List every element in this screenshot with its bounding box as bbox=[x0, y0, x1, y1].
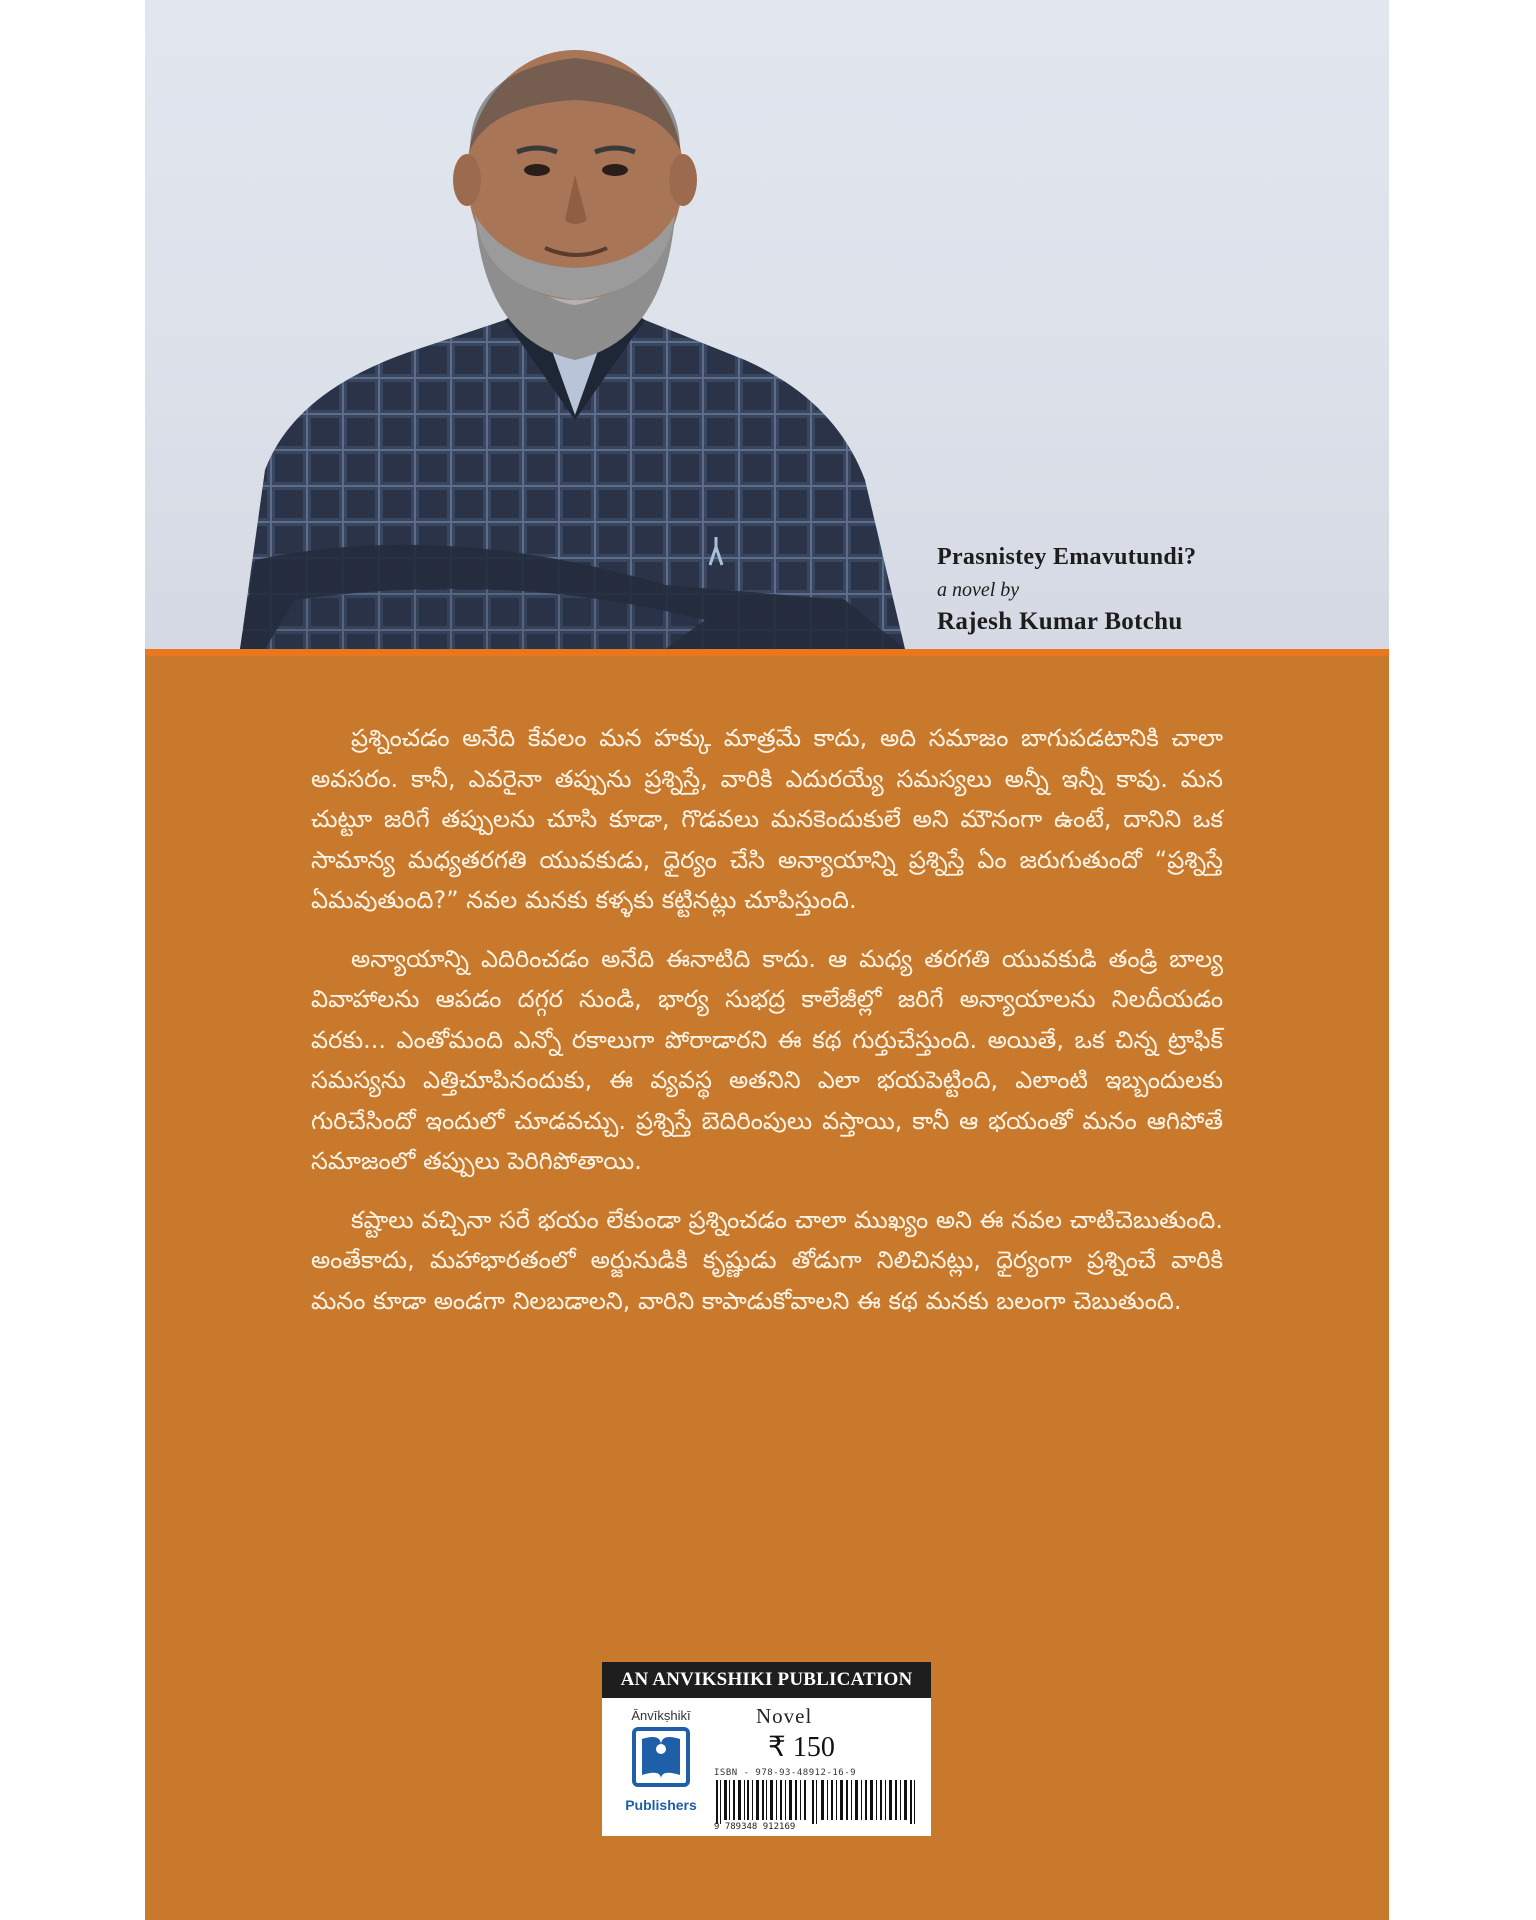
title-caption bbox=[937, 544, 1196, 636]
publisher-info bbox=[602, 1698, 931, 1836]
publisher-logo-sub: Publishers bbox=[625, 1797, 697, 1813]
barcode-icon bbox=[714, 1780, 922, 1824]
publisher-logo-name: Ānvīkṣhikī bbox=[631, 1708, 691, 1723]
blurb-text bbox=[311, 718, 1223, 1339]
accent-stripe bbox=[145, 649, 1389, 656]
price-label: ₹ 150 bbox=[768, 1732, 835, 1763]
publisher-block bbox=[602, 1662, 931, 1836]
author-name: Rajesh Kumar Botchu bbox=[937, 608, 1183, 635]
back-cover bbox=[145, 0, 1389, 1920]
isbn-text: ISBN - 978-93-48912-16-9 bbox=[714, 1768, 857, 1778]
novel-by-label: a novel by bbox=[937, 579, 1020, 601]
category-label: Novel bbox=[756, 1704, 813, 1728]
blurb-paragraph-3: కష్టాలు వచ్చినా సరే భయం లేకుండా ప్రశ్నించడం చాలా ముఖ్యం అని ఈ నవల చాటిచెబుతుంది. అంతేకాదు, మహాభారతంలో అర్జునుడికి కృష్ణుడు తోడుగా నిలిచినట్లు, ధైర్యంగా ప్రశ్నించే వారికి మనం కూడా అండగా నిలబడాలని, వారిని కాపాడుకోవాలని ఈ కథ మనకు బలంగా చెబుతుంది. bbox=[311, 1205, 1223, 1315]
blurb-paragraph-2: అన్యాయాన్ని ఎదిరించడం అనేది ఈనాటిది కాదు. ఆ మధ్య తరగతి యువకుడి తండ్రి బాల్య వివాహాలను ఆపడం దగ్గర నుండి, భార్య సుభద్ర కాలేజీల్లో జరిగే అన్యాయాలను నిలదీయడం వరకు... ఎంతోమంది ఎన్నో రకాలుగా పోరాడారని ఈ కథ గుర్తుచేస్తుంది. అయితే, ఒక చిన్న ట్రాఫిక్ సమస్యను ఎత్తిచూపినందుకు, ఈ వ్యవస్థ అతనిని ఎలా భయపెట్టింది, ఎలాంటి ఇబ్బందులకు గురిచేసిందో ఇందులో చూడవచ్చు. ప్రశ్నిస్తే బెదిరింపులు వస్తాయి, కానీ ఆ భయంతో మనం ఆగిపోతే సమాజంలో తప్పులు పెరిగిపోతాయి. bbox=[311, 944, 1223, 1175]
author-portrait-illustration bbox=[145, 0, 1389, 649]
blurb-paragraph-1: ప్రశ్నించడం అనేది కేవలం మన హక్కు మాత్రమే కాదు, అది సమాజం బాగుపడటానికి చాలా అవసరం. కానీ, ఎవరైనా తప్పును ప్రశ్నిస్తే, వారికి ఎదురయ్యే సమస్యలు అన్నీ ఇన్నీ కావు. మన చుట్టూ జరిగే తప్పులను చూసి కూడా, గొడవలు మనకెందుకులే అని మౌనంగా ఉంటే, దానిని ఒక సామాన్య మధ్యతరగతి యువకుడు, ధైర్యం చేసి అన్యాయాన్ని ప్రశ్నిస్తే ఏం జరుగుతుందో “ప్రశ్నిస్తే ఏమవుతుంది?” నవల మనకు కళ్ళకు కట్టినట్లు చూపిస్తుంది. bbox=[311, 724, 1223, 914]
author-photo bbox=[145, 0, 1389, 649]
publisher-logo bbox=[618, 1708, 704, 1828]
barcode-number: 9 789348 912169 bbox=[714, 1822, 796, 1832]
publisher-heading: AN ANVIKSHIKI PUBLICATION bbox=[602, 1662, 931, 1698]
book-logo-icon bbox=[618, 1723, 704, 1793]
book-title: Prasnistey Emavutundi? bbox=[937, 544, 1197, 570]
